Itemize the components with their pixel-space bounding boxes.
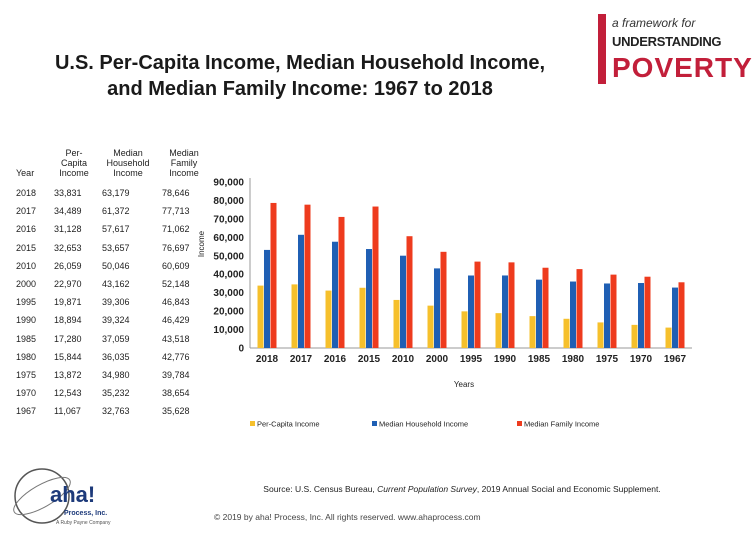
bar-family <box>611 275 617 348</box>
table-cell-year: 2018 <box>16 188 37 199</box>
x-tick-label: 2016 <box>323 354 347 365</box>
copyright-text: © 2019 by aha! Process, Inc. All rights reserved. www.ahaprocess.com <box>214 512 481 522</box>
bar-household <box>434 268 440 348</box>
title-line-1: U.S. Per-Capita Income, Median Household Income, <box>54 52 546 74</box>
table-cell-per-capita: 33,831 <box>54 188 82 199</box>
bar-family <box>475 262 481 348</box>
bar-per-capita <box>258 286 264 348</box>
table-cell-per-capita: 34,489 <box>54 206 82 217</box>
table-cell-family: 43,518 <box>162 333 190 344</box>
table-cell-per-capita: 18,894 <box>54 315 82 326</box>
bar-family <box>509 262 515 348</box>
x-tick-label: 1985 <box>527 354 551 365</box>
bar-per-capita <box>428 306 434 348</box>
table-cell-per-capita: 26,059 <box>54 260 82 271</box>
y-tick-label: 80,000 <box>213 195 244 207</box>
table-cell-household: 35,232 <box>102 388 130 399</box>
table-cell-household: 39,306 <box>102 297 130 308</box>
legend-family-swatch <box>517 421 522 426</box>
table-cell-family: 60,609 <box>162 260 190 271</box>
table-cell-household: 61,372 <box>102 206 130 217</box>
table-cell-family: 71,062 <box>162 224 190 235</box>
bar-household <box>468 276 474 348</box>
chart-legend <box>250 420 599 429</box>
bar-per-capita <box>530 316 536 348</box>
bar-family <box>441 252 447 348</box>
source-italic: Current Population Survey <box>377 484 477 494</box>
table-cell-per-capita: 13,872 <box>54 369 82 380</box>
bar-household <box>264 250 270 348</box>
table-cell-per-capita: 22,970 <box>54 279 82 290</box>
bar-household <box>604 283 610 348</box>
y-tick-label: 70,000 <box>213 214 244 226</box>
table-cell-year: 1995 <box>16 297 37 308</box>
x-tick-label: 2015 <box>357 354 381 365</box>
legend-per-capita-label: Per-Capita Income <box>257 419 320 429</box>
y-tick-label: 20,000 <box>213 306 244 318</box>
y-tick-label: 10,000 <box>213 325 244 337</box>
bar-family <box>407 236 413 348</box>
logo-company: Process, Inc. <box>64 510 108 517</box>
table-cell-per-capita: 19,871 <box>54 297 82 308</box>
bar-per-capita <box>564 319 570 348</box>
table-header-family: Median Family Income <box>169 148 199 178</box>
table-header-household: Median Household Income <box>106 148 150 178</box>
y-tick-label: 30,000 <box>213 288 244 300</box>
bar-family <box>543 268 549 348</box>
logo-line-2: UNDERSTANDING <box>612 34 722 49</box>
legend-household-swatch <box>372 421 377 426</box>
table-cell-household: 43,162 <box>102 279 130 290</box>
table-cell-household: 63,179 <box>102 188 130 199</box>
bar-household <box>366 249 372 348</box>
bar-household <box>400 256 406 348</box>
table-cell-per-capita: 17,280 <box>54 333 82 344</box>
y-tick-label: 60,000 <box>213 232 244 244</box>
logo-brand: aha! <box>50 482 96 507</box>
table-cell-year: 2016 <box>16 224 37 235</box>
table-cell-year: 1985 <box>16 333 37 344</box>
y-tick-label: 40,000 <box>213 269 244 281</box>
table-cell-family: 76,697 <box>162 242 190 253</box>
x-tick-label: 2000 <box>425 354 449 365</box>
table-cell-family: 39,784 <box>162 369 190 380</box>
x-tick-label: 2010 <box>391 354 415 365</box>
aha-process-logo <box>4 462 124 536</box>
bar-household <box>502 275 508 348</box>
x-axis-title: Years <box>453 380 475 389</box>
table-header-per-capita: Per-Capita Income <box>59 148 89 178</box>
table-cell-year: 1967 <box>16 406 37 417</box>
table-cell-per-capita: 11,067 <box>54 406 81 417</box>
bar-household <box>536 280 542 348</box>
y-tick-label: 50,000 <box>213 251 244 263</box>
bar-per-capita <box>496 313 502 348</box>
source-note <box>214 484 710 494</box>
table-cell-per-capita: 12,543 <box>54 388 82 399</box>
x-tick-label: 1980 <box>561 354 585 365</box>
table-cell-household: 53,657 <box>102 242 130 253</box>
x-tick-label: 1967 <box>663 354 687 365</box>
bar-family <box>339 217 345 348</box>
bar-per-capita <box>292 284 298 348</box>
bar-household <box>332 242 338 348</box>
bar-family <box>645 277 651 348</box>
source-prefix: Source: U.S. Census Bureau, <box>263 484 378 494</box>
bar-per-capita <box>598 322 604 348</box>
logo-line-3: POVERTY <box>612 52 753 83</box>
bar-family <box>577 269 583 348</box>
x-tick-label: 2017 <box>289 354 313 365</box>
table-cell-household: 57,617 <box>102 224 130 235</box>
bar-per-capita <box>462 311 468 348</box>
table-cell-family: 35,628 <box>162 406 190 417</box>
bar-per-capita <box>666 328 672 348</box>
bar-household <box>570 282 576 348</box>
table-cell-family: 77,713 <box>162 206 190 217</box>
x-tick-label: 1995 <box>459 354 483 365</box>
x-tick-label: 1975 <box>595 354 619 365</box>
table-cell-year: 1980 <box>16 351 37 362</box>
table-cell-year: 2000 <box>16 279 37 290</box>
bar-family <box>271 203 277 348</box>
bar-per-capita <box>360 288 366 348</box>
bar-per-capita <box>632 325 638 348</box>
table-cell-family: 38,654 <box>162 388 190 399</box>
table-cell-year: 1990 <box>16 315 37 326</box>
bar-family <box>305 205 311 348</box>
table-cell-family: 52,148 <box>162 279 190 290</box>
table-cell-year: 1970 <box>16 388 37 399</box>
table-cell-household: 34,980 <box>102 369 130 380</box>
bar-per-capita <box>394 300 400 348</box>
table-cell-year: 2015 <box>16 242 37 253</box>
table-cell-per-capita: 15,844 <box>54 351 82 362</box>
logo-tagline: A Ruby Payne Company <box>56 520 111 526</box>
title-line-2: and Median Family Income: 1967 to 2018 <box>107 78 493 100</box>
table-cell-per-capita: 31,128 <box>54 224 82 235</box>
table-cell-year: 2010 <box>16 260 37 271</box>
bar-household <box>638 283 644 348</box>
table-cell-family: 78,646 <box>162 188 190 199</box>
bar-household <box>298 235 304 348</box>
y-tick-label: 0 <box>238 343 244 355</box>
table-cell-household: 32,763 <box>102 406 130 417</box>
legend-household-label: Median Household Income <box>379 419 469 429</box>
chart-bars <box>258 203 685 348</box>
x-tick-label: 2018 <box>255 354 279 365</box>
y-axis-title: Income <box>197 230 206 258</box>
table-cell-household: 50,046 <box>102 260 130 271</box>
table-header-year: Year <box>16 168 35 178</box>
table-cell-year: 1975 <box>16 369 37 380</box>
x-tick-label: 1990 <box>493 354 517 365</box>
x-tick-label: 1970 <box>629 354 653 365</box>
table-cell-household: 36,035 <box>102 351 130 362</box>
table-cell-household: 39,324 <box>102 315 130 326</box>
legend-family-label: Median Family Income <box>524 419 600 429</box>
table-cell-household: 37,059 <box>102 333 130 344</box>
bar-family <box>373 207 379 348</box>
logo-line-1: a framework for <box>612 16 696 30</box>
table-cell-family: 42,776 <box>162 351 190 362</box>
bar-household <box>672 288 678 348</box>
table-cell-family: 46,843 <box>162 297 190 308</box>
table-cell-per-capita: 32,653 <box>54 242 82 253</box>
source-suffix: , 2019 Annual Social and Economic Supplement. <box>476 484 661 494</box>
bar-per-capita <box>326 291 332 348</box>
table-cell-year: 2017 <box>16 206 37 217</box>
table-cell-family: 46,429 <box>162 315 190 326</box>
legend-per-capita-swatch <box>250 421 255 426</box>
y-tick-label: 90,000 <box>213 177 244 189</box>
bar-family <box>679 282 685 348</box>
